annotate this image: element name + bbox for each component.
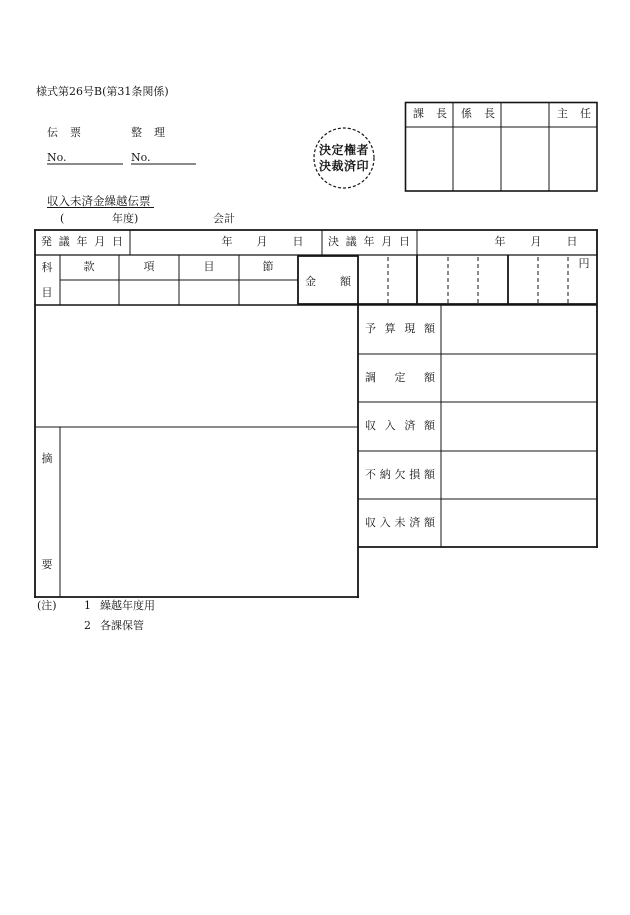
summary-label-current-budget: 予算現額 — [365, 322, 435, 335]
amount-digit-field — [358, 255, 597, 305]
category-value-kan — [60, 280, 119, 305]
category-value-kou — [119, 280, 179, 305]
amount-label: 金額 — [305, 275, 351, 288]
category-value-moku — [179, 280, 239, 305]
category-column-moku: 目 — [203, 260, 215, 273]
approval-seal-cell-blank — [501, 127, 549, 191]
summary-value-current-budget — [441, 305, 597, 354]
approval-seal-cell-subsection-chief — [453, 127, 501, 191]
blank-entry-area — [35, 305, 358, 427]
arrangement-label: 整理 — [131, 126, 165, 139]
summary-label-received-amount: 収入済額 — [365, 419, 435, 432]
approval-header-staff: 主任 — [557, 107, 591, 120]
decision-date-day: 日 — [566, 235, 578, 248]
stamp-text-line1: 決定権者 — [318, 143, 370, 157]
category-column-kou: 項 — [143, 260, 155, 273]
category-label-top: 科 — [41, 261, 53, 274]
note-number: 1 — [84, 599, 91, 612]
remarks-area — [60, 427, 358, 597]
decision-date-month: 月 — [530, 235, 542, 248]
note-text: 繰越年度用 — [100, 599, 155, 612]
decision-date-label: 決議年月日 — [328, 235, 410, 248]
summary-label-uncollectible-loss: 不納欠損額 — [365, 468, 435, 481]
stamp-text-line2: 決裁済印 — [318, 159, 370, 173]
category-column-setsu: 節 — [262, 260, 274, 273]
amount-unit-yen: 円 — [578, 257, 590, 270]
note-text: 各課保管 — [100, 619, 144, 632]
account-label: 会計 — [213, 212, 235, 225]
summary-value-assessed-amount — [441, 354, 597, 402]
form-title: 収入未済金繰越伝票 — [47, 194, 151, 208]
form-number: 様式第26号B(第31条関係) — [36, 85, 169, 98]
proposal-date-day: 日 — [292, 235, 304, 248]
approval-seal-cell-section-chief — [405, 127, 453, 191]
fiscal-year-open-paren: ( — [60, 212, 65, 225]
proposal-date-label: 発議年月日 — [41, 235, 123, 248]
summary-label-unreceived-amount: 収入未済額 — [365, 516, 435, 529]
category-label-bottom: 目 — [41, 286, 53, 299]
category-column-kan: 款 — [83, 260, 95, 273]
proposal-date-year: 年 — [221, 235, 233, 248]
proposal-date-month: 月 — [256, 235, 268, 248]
approval-header-section-chief: 課長 — [413, 107, 447, 120]
summary-value-received-amount — [441, 402, 597, 451]
approval-header-blank — [509, 108, 543, 120]
approval-header-subsection-chief: 係長 — [461, 107, 495, 120]
stamp-circle — [314, 128, 374, 188]
remarks-label-bottom: 要 — [41, 558, 53, 571]
notes-prefix: (注) — [37, 599, 57, 612]
arrangement-no-label: No. — [131, 151, 151, 164]
summary-value-unreceived-amount — [441, 499, 597, 547]
category-value-setsu — [239, 280, 298, 305]
summary-label-assessed-amount: 調定額 — [365, 371, 435, 384]
decision-date-year: 年 — [494, 235, 506, 248]
note-number: 2 — [84, 619, 91, 632]
remarks-label-top: 摘 — [41, 452, 53, 465]
summary-value-uncollectible-loss — [441, 451, 597, 499]
voucher-label: 伝票 — [47, 126, 81, 139]
fiscal-year-suffix: 年度) — [112, 212, 139, 225]
voucher-no-label: No. — [47, 151, 67, 164]
approval-seal-cell-staff — [549, 127, 597, 191]
